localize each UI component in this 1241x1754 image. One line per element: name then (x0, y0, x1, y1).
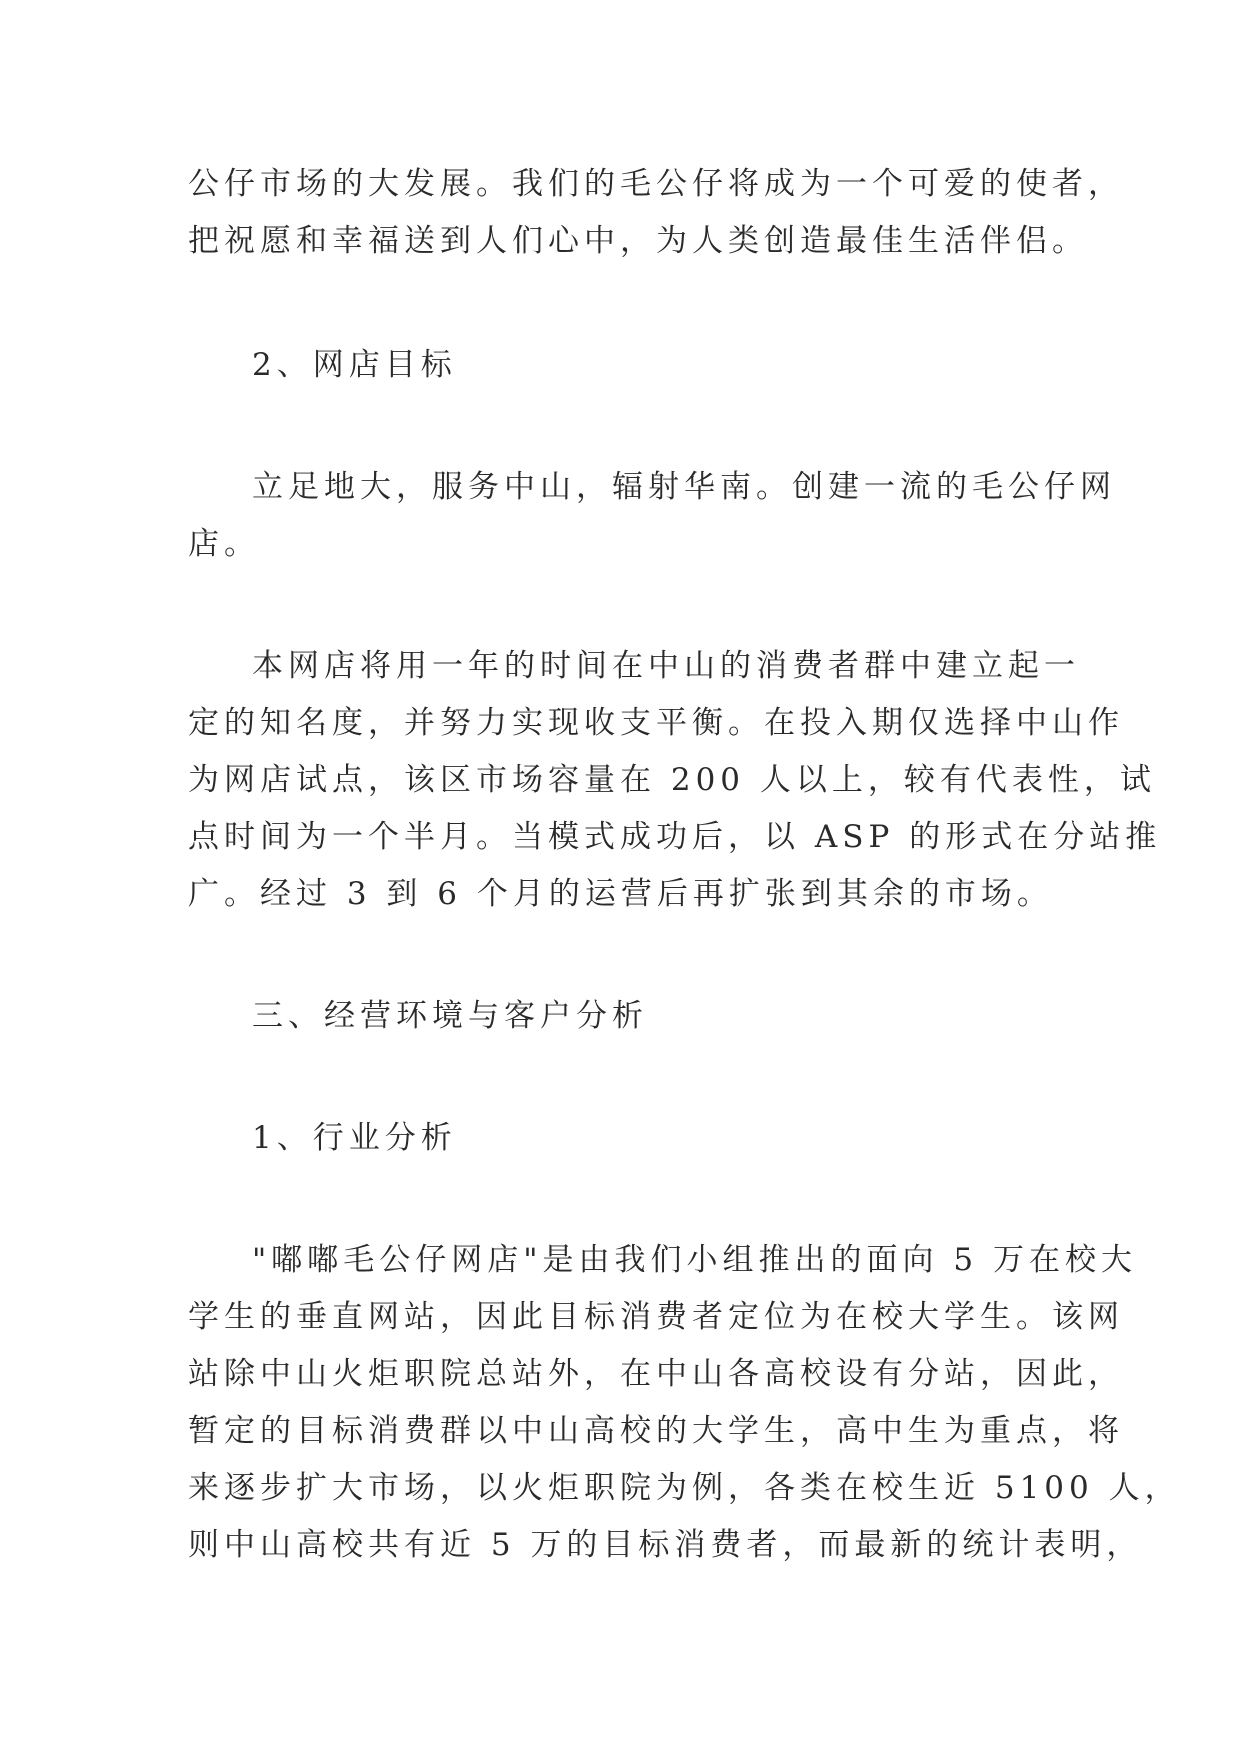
paragraph-line: 广。经过 3 到 6 个月的运营后再扩张到其余的市场。 (188, 876, 1053, 912)
paragraph-line: 立足地大，服务中山，辐射华南。创建一流的毛公仔网 (252, 469, 1116, 505)
paragraph-line: 暂定的目标消费群以中山高校的大学生，高中生为重点，将 (188, 1413, 1124, 1449)
paragraph-line: 则中山高校共有近 5 万的目标消费者，而最新的统计表明， (188, 1527, 1143, 1563)
paragraph-line: 公仔市场的大发展。我们的毛公仔将成为一个可爱的使者， (188, 166, 1124, 202)
paragraph-line: 把祝愿和幸福送到人们心中，为人类创造最佳生活伴侣。 (188, 223, 1088, 259)
section-heading-online-store-goal: 2、网店目标 (252, 347, 457, 383)
paragraph-line: 站除中山火炬职院总站外，在中山各高校设有分站，因此， (188, 1356, 1124, 1392)
paragraph-line: 店。 (188, 526, 260, 562)
paragraph-line: "嘟嘟毛公仔网店"是由我们小组推出的面向 5 万在校大 (252, 1242, 1137, 1278)
paragraph-line: 本网店将用一年的时间在中山的消费者群中建立起一 (252, 648, 1080, 684)
paragraph-line: 定的知名度，并努力实现收支平衡。在投入期仅选择中山作 (188, 705, 1124, 741)
paragraph-line: 学生的垂直网站，因此目标消费者定位为在校大学生。该网 (188, 1299, 1124, 1335)
paragraph-line: 为网店试点，该区市场容量在 200 人以上，较有代表性，试 (188, 762, 1156, 798)
paragraph-line: 来逐步扩大市场，以火炬职院为例，各类在校生近 5100 人， (188, 1470, 1181, 1506)
paragraph-line: 点时间为一个半月。当模式成功后，以 ASP 的形式在分站推 (188, 819, 1162, 855)
section-heading-industry-analysis: 1、行业分析 (252, 1120, 457, 1156)
section-heading-business-environment: 三、经营环境与客户分析 (252, 998, 648, 1034)
